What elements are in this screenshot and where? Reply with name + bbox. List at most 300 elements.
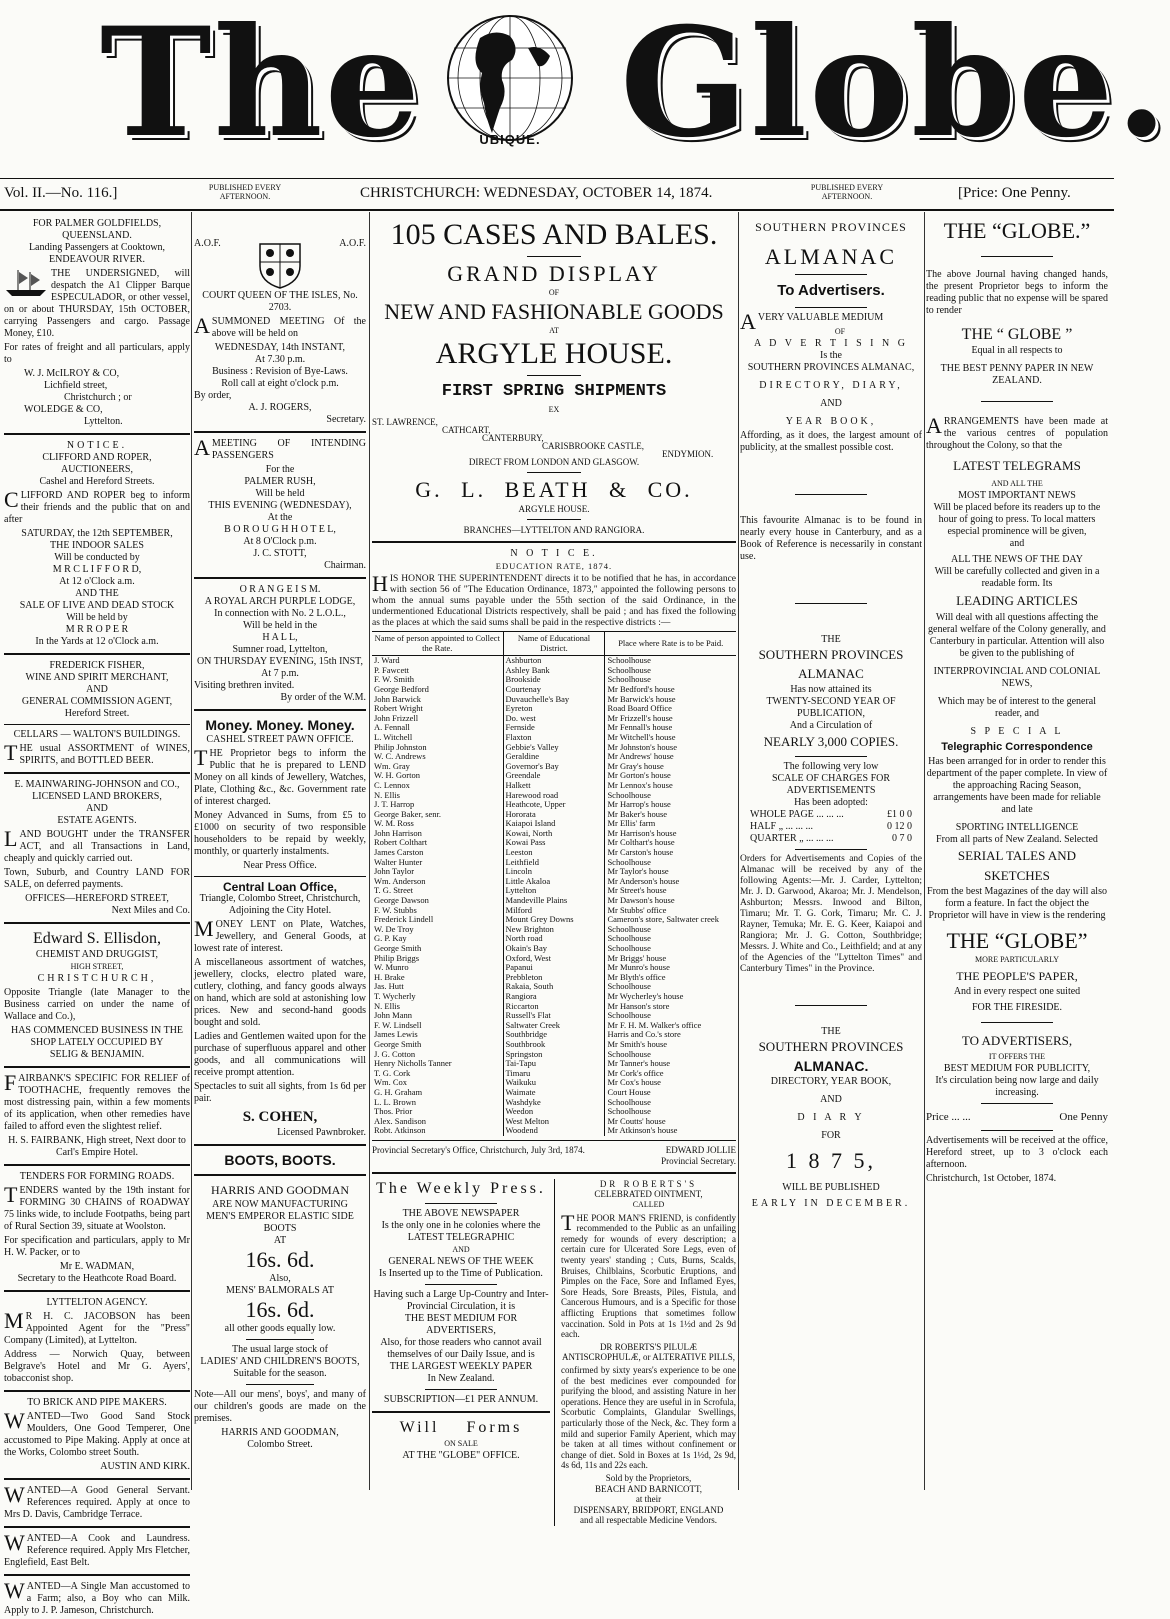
collector-cell: George Baker, senr. — [372, 810, 503, 820]
wp-3: LATEST TELEGRAPHIC — [407, 1231, 515, 1243]
place-cell: Mr Cox's house — [607, 1077, 661, 1088]
table-row — [372, 695, 736, 705]
collector-cell: Wm. Gray — [372, 762, 503, 772]
fairbank-body: FAIRBANK'S SPECIFIC FOR RELIEF of TOOTHACHE, frequently removes the most distressing pain, within a few moments of its application, when other remedies have failed to afford even the slightest relief. — [4, 1070, 190, 1132]
fisher-agent: GENERAL COMMISSION AGENT, — [21, 696, 173, 707]
cellars-body: THE usual ASSORTMENT of WINES, SPIRITS, and BOTTLED BEER. — [4, 740, 190, 766]
collector-cell: John Barwick — [372, 695, 503, 705]
brick-heading: TO BRICK AND PIPE MAKERS. — [27, 1397, 167, 1408]
dr-body: THE POOR MAN'S FRIEND, is confidently recommended to the Public as an unfailing remedy for wounds of every description; a certain cure for Ulcerated Sore Legs, even of twenty years' standing ; Cuts, Burns, Scalds, Bruises, Chilblains, Scorbutic Eruptions, and Pimples on the Face, Sore and Inflamed Eyes, Sore Heads, Sore Breasts, Piles, Fistula, and Cancerous Humours, and is a Specific for those afflicting Eruptions that sometimes follow vaccination. Sold in Pots at 1s 1½d and 2s 9d each. — [561, 1209, 736, 1340]
almanac-2: ALMANAC — [798, 666, 864, 681]
district-cell: Ashburton — [503, 656, 605, 666]
place-cell: Mr Johnston's house — [607, 741, 677, 752]
loan-adjoining: Adjoining the City Hotel. — [228, 905, 332, 916]
district-cell: Woodend — [503, 1126, 605, 1136]
collector-cell: J. Ward — [372, 656, 503, 666]
place-cell: Mr Carston's house — [607, 847, 674, 858]
district-cell: Do. west — [503, 714, 605, 724]
collector-cell: G. H. Graham — [372, 1088, 503, 1098]
district-cell: Russell's Flat — [503, 1011, 605, 1021]
edu-body: HIS HONOR THE SUPERINTENDENT directs it to be notified that he has, in accordance with section 56 of "The Education Ordinance, 1873," appointed the following persons to whom the annual sums payable under the 55th section of the said Ordinance, in the undermentioned Educational Districts respectively, shall be paid ; and has fixed the following as the places at which the said sums shall be paid in the respective districts :— — [372, 571, 736, 628]
table-row — [372, 762, 736, 772]
court-name: COURT QUEEN OF THE ISLES, No. 2703. — [202, 290, 358, 313]
g-8: Will be placed before its readers up to the hour of going to press. To local matters especial prominence will be given, — [933, 502, 1101, 537]
district-cell: Ashley Bank — [503, 666, 605, 676]
district-cell: Kaiapoi Island — [503, 819, 605, 829]
rate-half-value: 0 12 0 — [887, 821, 912, 832]
orders: Orders for Advertisements and Copies of the Almanac will be received by any of the following Agents:—Mr. J. Carder, Lyttelton; Mr. J. D. Garwood, Akaroa; Mr. J. Mendelson, Ashburton; Messrs. Inwood and Bilton, Timaru; Mr. T. G. Cork, Timaru; Mr. C. J. Rayner, Temuka; Mr. E. G. Keer, Kaiapoi and Rangiora; Mr. J. G. Cotton, Southbridge; Messrs. J. White and Co., Leithfield; and at any of the Agencies of the "Lyttelton Times" and Canterbury Times" in the Province. — [740, 854, 922, 974]
collector-cell: F. W. Stubbs — [372, 906, 503, 916]
column-2 — [194, 218, 366, 1451]
at: AT — [549, 326, 559, 335]
lyttelton-body: MR H. C. JACOBSON has been Appointed Agent for the "Press" Company (Limited), at Lyttelton. — [4, 1308, 190, 1346]
masthead — [0, 0, 1170, 171]
collector-cell: J. T. Harrop — [372, 800, 503, 810]
diary: D I A R Y — [797, 1112, 865, 1123]
collector-cell: W. C. Andrews — [372, 752, 503, 762]
district-cell: Lyttelton — [503, 886, 605, 896]
district-cell: Mount Grey Downs — [503, 915, 605, 925]
globe-heading-3: THE “GLOBE” — [946, 928, 1088, 953]
district-cell: Brookside — [503, 675, 605, 685]
column-5 — [926, 218, 1108, 1185]
place-cell: Schoolhouse — [607, 923, 651, 934]
table-row — [372, 1117, 736, 1127]
th-collector: Name of person appointed to Collect the Rate. — [372, 632, 503, 656]
mj-body: LAND BOUGHT under the TRANSFER ACT, and all Transactions in Land, cheaply and quickly carried out. — [4, 826, 190, 864]
table-row — [372, 1021, 736, 1031]
g-1: The above Journal having changed hands, the present Proprietor begs to inform the reading public that no expense will be spared to render — [926, 269, 1108, 316]
place-cell: Mr Baker's house — [607, 808, 668, 819]
table-row — [372, 925, 736, 935]
brick-body: WANTED—Two Good Sand Stock Moulders, One Good Temperer, One accustomed to Pipe Making. Apply at once at the Works, Colombo street South. — [4, 1408, 190, 1458]
dr-roberts: DR ROBERTS'S — [599, 1178, 698, 1189]
collector-cell: George Smith — [372, 1040, 503, 1050]
collector-cell: J. G. Cotton — [372, 1050, 503, 1060]
collector-cell: G. P. Kay — [372, 934, 503, 944]
publication-note-left: PUBLISHED EVERY AFTERNOON. — [208, 183, 282, 201]
g-32: Christchurch, 1st October, 1874. — [926, 1173, 1057, 1184]
district-cell: Gebbie's Valley — [503, 743, 605, 753]
g-9: and — [1009, 538, 1025, 549]
auctioneer-name: CLIFFORD AND ROPER, — [42, 452, 152, 463]
mj-and: AND — [86, 803, 108, 814]
leading-articles: LEADING ARTICLES — [956, 593, 1078, 608]
table-row — [372, 973, 736, 983]
hg-ladies: LADIES' AND CHILDREN'S BOOTS, — [200, 1356, 360, 1367]
tenders-secretary: Secretary to the Heathcote Road Board. — [17, 1273, 177, 1284]
table-row — [372, 858, 736, 868]
collector-cell: John Frizzell — [372, 714, 503, 724]
g-30: It's circulation being now large and daily increasing. — [935, 1075, 1099, 1098]
hg-men: MEN'S EMPEROR ELASTIC SIDE BOOTS — [206, 1211, 354, 1234]
g-4: ARRANGEMENTS have been made at the various centres of population throughout the Colony, so that the — [926, 413, 1108, 451]
table-row — [372, 934, 736, 944]
collector-cell: N. Ellis — [372, 791, 503, 801]
hg-street: Colombo Street. — [247, 1439, 313, 1450]
crest-icon — [250, 238, 310, 290]
place-cell: Mr Colthart's house — [607, 837, 675, 848]
g-7: MOST IMPORTANT NEWS — [958, 490, 1076, 501]
collector-cell: T. G. Street — [372, 886, 503, 896]
place-cell: Mr Barwick's house — [607, 693, 676, 704]
district-cell: Springston — [503, 1050, 605, 1060]
serial-tales: SERIAL TALES AND SKETCHES — [957, 848, 1077, 883]
place-cell: Mr Munro's house — [607, 962, 670, 973]
collector-cell: James Carston — [372, 848, 503, 858]
district-cell: Timaru — [503, 1069, 605, 1079]
almanac-heading: ALMANAC — [764, 244, 898, 269]
district-cell: Saltwater Creek — [503, 1021, 605, 1031]
place-cell: Schoolhouse — [607, 789, 651, 800]
table-row — [372, 723, 736, 733]
boots-heading: BOOTS, BOOTS. — [224, 1152, 336, 1168]
dr-beach: BEACH AND BARNICOTT, — [594, 1483, 703, 1494]
wp-11: In New Zealand. — [427, 1372, 495, 1384]
pm-time: At 8 O'Clock p.m. — [243, 536, 317, 547]
adv-5: SOUTHERN PROVINCES ALMANAC, — [747, 362, 915, 373]
ellisdon-selig: SELIG & BENJAMIN. — [49, 1049, 145, 1060]
district-cell: New Brighton — [503, 925, 605, 935]
district-cell: Fernside — [503, 723, 605, 733]
orange-3: Will be held in the — [242, 620, 318, 631]
collector-cell: Jas. Hutt — [372, 982, 503, 992]
early-december: EARLY IN DECEMBER. — [751, 1198, 911, 1209]
orange-6: ON THURSDAY EVENING, 15th INST, — [196, 656, 364, 667]
g-6: AND ALL THE — [991, 479, 1043, 488]
and: AND — [820, 1094, 842, 1105]
g-15: Which may be of interest to the general reader, and — [938, 696, 1096, 719]
district-cell: Tai-Tapu — [503, 1059, 605, 1069]
pawnbroker: Licensed Pawnbroker. — [277, 1127, 366, 1138]
district-cell: Lincoln — [503, 867, 605, 877]
district-cell: Eyreton — [503, 704, 605, 714]
gold-rates: For rates of freight and all particulars, apply to — [4, 342, 190, 365]
gold-agent2b: Lyttelton. — [84, 416, 123, 427]
collector-cell: N. Ellis — [372, 1002, 503, 1012]
district-cell: Rangiora — [503, 992, 605, 1002]
gold-agent1b: Lichfield street, — [44, 380, 108, 391]
favourite: This favourite Almanac is to be found in nearly every house in Canterbury, and as a Book of Reference is necessarily in constant use. — [740, 515, 922, 562]
collector-cell: F. W. Lindsell — [372, 1021, 503, 1031]
district-cell: Southbridge — [503, 1030, 605, 1040]
loan-heading: Central Loan Office, — [222, 880, 338, 894]
directory: DIRECTORY, YEAR BOOK, — [770, 1076, 892, 1087]
place-cell: Mr Anderson's house — [607, 875, 680, 886]
place-cell: Mr Blyth's office — [607, 971, 666, 982]
fisher-trade: WINE AND SPIRIT MERCHANT, — [25, 672, 169, 683]
hg-other: all other goods equally low. — [224, 1323, 336, 1334]
low-1: The following very low — [783, 761, 879, 772]
table-row — [372, 1126, 736, 1136]
district-cell: Harewood road — [503, 791, 605, 801]
column-divider — [738, 212, 739, 1490]
hg-now: ARE NOW MANUFACTURING — [212, 1199, 348, 1210]
district-cell: Greendale — [503, 771, 605, 781]
place-cell: Mr Wycherley's house — [607, 990, 684, 1001]
column-divider — [924, 212, 925, 1490]
gold-ship: ENDEAVOUR RIVER. — [49, 254, 145, 265]
district-cell: North road — [503, 934, 605, 944]
edu-rate: EDUCATION RATE, 1874. — [495, 561, 613, 571]
sale-roper: M R R O P E R — [65, 624, 129, 635]
new-goods: NEW AND FASHIONABLE GOODS — [384, 299, 724, 324]
loan-body-3: Ladies and Gentlemen waited upon for the purchase of superfluous apparel and other goods, and all communications will receive prompt attention. — [194, 1031, 366, 1078]
district-cell: Kowai, North — [503, 829, 605, 839]
table-row — [372, 743, 736, 753]
price: [Price: One Penny. — [958, 185, 1071, 201]
table-row — [372, 963, 736, 973]
table-row — [372, 656, 736, 666]
globe-heading-2: THE “ GLOBE ” — [961, 326, 1073, 343]
lyttelton-address: Address — Norwich Quay, between Belgrave's Hotel and Mr G. Ayers', tobacconist shop. — [4, 1349, 190, 1384]
aof-right: A.O.F. — [339, 238, 366, 249]
wp-1: THE ABOVE NEWSPAPER — [402, 1207, 520, 1219]
table-row — [372, 666, 736, 676]
place-cell: Road Board Office — [607, 703, 672, 714]
mj-name: E. MAINWARING-JOHNSON and CO., — [14, 779, 180, 790]
place-cell: Mr Bedford's house — [607, 683, 675, 694]
place-cell: Schoolhouse — [607, 1106, 651, 1117]
the-2: THE — [821, 1026, 841, 1037]
low-2: SCALE OF CHARGES FOR — [771, 773, 891, 784]
publication-note-right: PUBLISHED EVERY AFTERNOON. — [810, 183, 884, 201]
collector-cell: George Smith — [372, 944, 503, 954]
place-cell: Mr Fennall's house — [607, 722, 673, 733]
sale-held: Will be held by — [66, 612, 128, 623]
fairbank-address: H. S. FAIRBANK, High street, Next door to Carl's Empire Hotel. — [8, 1135, 186, 1158]
collector-cell: Robt. Atkinson — [372, 1126, 503, 1136]
district-cell: Governor's Bay — [503, 762, 605, 772]
collector-cell: L. Witchell — [372, 733, 503, 743]
tenders-wadman: Mr E. WADMAN, — [59, 1261, 135, 1272]
ship-canterbury: CANTERBURY, — [482, 433, 544, 443]
direct: DIRECT FROM LONDON AND GLASGOW. — [468, 457, 640, 467]
place-cell: Schoolhouse — [607, 933, 651, 944]
th-district: Name of Educational District. — [503, 632, 605, 656]
orange-5: Sumner road, Lyttelton, — [232, 644, 328, 655]
att-4: And a Circulation of — [789, 720, 873, 731]
orange-8: Visiting brethren invited. — [194, 680, 295, 691]
gold-agent1: W. J. McILROY & CO, — [24, 368, 120, 379]
globe-heading: THE “GLOBE.” — [943, 218, 1091, 243]
dr-vendors: and all respectable Medicine Vendors. — [579, 1515, 718, 1526]
the-1: THE — [821, 634, 841, 645]
place-cell: Schoolhouse — [607, 1096, 651, 1107]
wp-6: Is Inserted up to the Time of Publication. — [379, 1267, 543, 1279]
rate-whole-value: £1 0 0 — [887, 809, 912, 820]
prov-office: Provincial Secretary's Office, Christchurch, July 3rd, 1874. — [372, 1144, 585, 1155]
orange-7: At 7 p.m. — [261, 668, 299, 679]
rate-whole-label: WHOLE PAGE ... ... ... — [750, 809, 844, 820]
hg-note: Note—All our mens', boys', and many of our children's goods are made on the premises. — [194, 1389, 366, 1424]
place-cell: Mr Tanner's house — [607, 1058, 671, 1069]
auctioneer-body: CLIFFORD AND ROPER beg to inform their friends and the public that on and after — [4, 487, 190, 525]
att-3: PUBLICATION, — [796, 708, 866, 719]
place-cell: Schoolhouse — [607, 856, 651, 867]
district-cell: Milford — [503, 906, 605, 916]
table-row — [372, 1040, 736, 1050]
ship-icon — [4, 268, 48, 298]
notice-heading: NOTICE. — [66, 440, 128, 451]
wanted-servant: WANTED—A Good General Servant. References required. Apply at once to Mrs D. Davis, Cambridge Terrace. — [4, 1482, 190, 1520]
spa-3: SOUTHERN PROVINCES — [758, 1039, 904, 1054]
ellisdon-body: Opposite Triangle (late Manager to the Business carried on under the name of Wallace and Co.), — [4, 987, 190, 1022]
gold-title: FOR PALMER GOLDFIELDS, QUEENSLAND. — [32, 218, 162, 241]
loan-body: MONEY LENT on Plate, Watches, Jewellery, and General Goods, at lowest rate of interest. — [194, 916, 366, 954]
collector-cell: John Taylor — [372, 867, 503, 877]
wf-on-sale: ON SALE — [444, 1438, 478, 1448]
district-cell: Papanui — [503, 963, 605, 973]
collector-cell: A. Fennall — [372, 723, 503, 733]
orange-9: By order of the W.M. — [280, 692, 366, 703]
special: S P E C I A L — [970, 726, 1064, 737]
fireside: FOR THE FIRESIDE. — [971, 1002, 1063, 1013]
hg-at: AT — [273, 1235, 287, 1246]
latest-telegrams: LATEST TELEGRAMS — [953, 458, 1081, 473]
district-cell: Flaxton — [503, 733, 605, 743]
ellisdon-trade: CHEMIST AND DRUGGIST, — [35, 949, 159, 960]
to-advertisers-2: TO ADVERTISERS, — [961, 1033, 1073, 1048]
table-row — [372, 1059, 736, 1069]
brick-signature: AUSTIN AND KIRK. — [100, 1461, 190, 1472]
aof-left: A.O.F. — [194, 238, 221, 249]
gold-agent1c: Christchurch ; or — [64, 392, 132, 403]
g-28: IT OFFERS THE — [988, 1052, 1046, 1061]
district-cell: Courtenay — [503, 685, 605, 695]
place-cell: Mr Briggs' house — [607, 952, 667, 963]
volume-number: Vol. II.—No. 116.] — [4, 185, 118, 201]
table-row — [372, 1098, 736, 1108]
place-cell: Mr Coutts' house — [607, 1115, 666, 1126]
g-2: Equal in all respects to — [971, 345, 1063, 356]
g-13: Will deal with all questions affecting the general welfare of the Colony generally, and Canterbury in particular. Attention will also be given to the publishing of — [928, 612, 1106, 659]
meeting-roll: Roll call at eight o'clock p.m. — [221, 378, 339, 389]
mj-agents: ESTATE AGENTS. — [57, 815, 137, 826]
place-cell: Mr Taylor's house — [607, 866, 669, 877]
table-row — [372, 1002, 736, 1012]
peoples-paper: THE PEOPLE'S PAPER, — [956, 969, 1078, 983]
g-31: Advertisements will be received at the office, Hereford street, up to 3 o'clock each afternoon. — [926, 1135, 1108, 1170]
district-cell: Waimate — [503, 1088, 605, 1098]
sale-type: THE INDOOR SALES — [50, 540, 144, 551]
table-row — [372, 992, 736, 1002]
orange-2: In connection with No. 2 L.O.L., — [214, 608, 346, 619]
dr-dispensary: DISPENSARY, BRIDPORT, ENGLAND — [573, 1504, 724, 1515]
summons: ASUMMONED MEETING Of the above will be held on — [194, 313, 366, 339]
sporting: SPORTING INTELLIGENCE — [955, 822, 1079, 833]
wp-5: GENERAL NEWS OF THE WEEK — [388, 1255, 534, 1267]
low-4: Has been adopted: — [794, 797, 868, 808]
tenders-spec: For specification and particulars, apply to Mr H. W. Packer, or to — [4, 1235, 190, 1258]
lyttelton-heading: LYTTELTON AGENCY. — [46, 1297, 148, 1308]
sale-conducted: Will be conducted by — [54, 552, 140, 563]
place-cell: Schoolhouse — [607, 674, 651, 685]
rate-quarter-value: 0 7 0 — [892, 833, 912, 844]
g-20: From all parts of New Zealand. Selected — [936, 834, 1098, 845]
wf-office: AT THE "GLOBE" OFFICE. — [402, 1449, 520, 1461]
collector-cell: Philip Johnston — [372, 743, 503, 753]
district-cell: Weedon — [503, 1107, 605, 1117]
table-row — [372, 1030, 736, 1040]
spa-2: SOUTHERN PROVINCES — [758, 647, 904, 662]
collector-cell: George Dawson — [372, 896, 503, 906]
rogers: A. J. ROGERS, — [248, 402, 312, 413]
table-row — [372, 867, 736, 877]
place-cell: Cameron's store, Saltwater creek — [607, 914, 719, 925]
table-row — [372, 771, 736, 781]
dr-sold: Sold by the Proprietors, — [605, 1472, 692, 1483]
wp-10: THE LARGEST WEEKLY PAPER — [389, 1360, 533, 1372]
place-cell: Mr Harrop's house — [607, 799, 671, 810]
hg-balmorals: MENS' BALMORALS AT — [226, 1285, 334, 1296]
weekly-press-ad — [372, 1179, 555, 1526]
g-23: MORE PARTICULARLY — [975, 955, 1059, 964]
stott: J. C. STOTT, — [253, 548, 307, 559]
mj-next: Next Miles and Co. — [111, 905, 190, 916]
mj-offices: OFFICES—HEREFORD STREET, — [25, 893, 169, 904]
auctioneer-title: AUCTIONEERS, — [61, 464, 133, 475]
table-row — [372, 896, 736, 906]
pawn-office: CASHEL STREET PAWN OFFICE. — [206, 734, 354, 745]
ellisdon-name: Edward S. Ellisdon, — [33, 930, 161, 947]
secretary: Secretary. — [326, 414, 366, 425]
rate-half-label: HALF „ ... ... ... — [750, 821, 814, 832]
district-cell: West Melton — [503, 1117, 605, 1127]
city-date: CHRISTCHURCH: WEDNESDAY, OCTOBER 14, 1874. — [360, 185, 713, 201]
ship-endymion: ENDYMION. — [662, 449, 714, 459]
rate-quarter-label: QUARTER „ ... ... ... — [750, 833, 834, 844]
place-cell: Mr Frizzell's house — [607, 712, 673, 723]
ellisdon-street: HIGH STREET, — [70, 962, 124, 971]
collector-cell: F. W. Smith — [372, 675, 503, 685]
table-row — [372, 838, 736, 848]
district-cell: Hororata — [503, 810, 605, 820]
sale-stock: SALE OF LIVE AND DEAD STOCK — [19, 600, 175, 611]
table-row — [372, 1069, 736, 1079]
masthead-the: The — [100, 0, 423, 171]
district-cell: Prebbleton — [503, 973, 605, 983]
year-1875: 1 8 7 5, — [786, 1148, 876, 1173]
hg-season: Suitable for the season. — [233, 1368, 327, 1379]
pm-evening: THIS EVENING (WEDNESDAY), — [208, 500, 352, 511]
g-11: Will be carefully collected and given in a readable form. Its — [934, 566, 1100, 589]
adv-2: OF — [834, 327, 846, 336]
ship-st-lawrence: ST. LAWRENCE, — [372, 417, 438, 427]
ellisdon-city: CHRISTCHURCH, — [37, 973, 157, 984]
adv-4: Is the — [820, 350, 842, 361]
mj-trade: LICENSED LAND BROKERS, — [32, 791, 162, 802]
tenders-body: TENDERS wanted by the 19th instant for FORMING 30 CHAINS of ROADWAY 75 links wide, to include Footpaths, being part of Rural Section 39, situate at Woolston. — [4, 1182, 190, 1232]
place-cell: Mr Dawson's house — [607, 895, 675, 906]
adv-3: A D V E R T I S I N G — [754, 338, 908, 349]
passenger-meeting: AMEETING OF INTENDING PASSENGERS — [194, 435, 366, 461]
table-row — [372, 1107, 736, 1117]
jollie: EDWARD JOLLIE — [665, 1144, 736, 1155]
place-cell: Mr F. H. M. Walker's office — [607, 1019, 702, 1030]
place-cell: Mr Witchell's house — [607, 731, 676, 742]
collector-cell: Frederick Lindell — [372, 915, 503, 925]
orange-1: A ROYAL ARCH PURPLE LODGE, — [204, 596, 356, 607]
by-order: By order, — [194, 390, 232, 401]
sale-and: AND THE — [75, 588, 119, 599]
wanted-farmhand: WANTED—A Single Man accustomed to a Farm; also, a Boy who can Milk. Apply to J. P. Jameson, Christchurch. — [4, 1578, 190, 1616]
pm-hotel: B O R O U G H H O T E L, — [224, 524, 336, 535]
district-cell: Southbrook — [503, 1040, 605, 1050]
table-row — [372, 954, 736, 964]
hg-stock: The usual large stock of — [232, 1344, 328, 1355]
beath: G. L. BEATH & CO. — [415, 477, 693, 502]
